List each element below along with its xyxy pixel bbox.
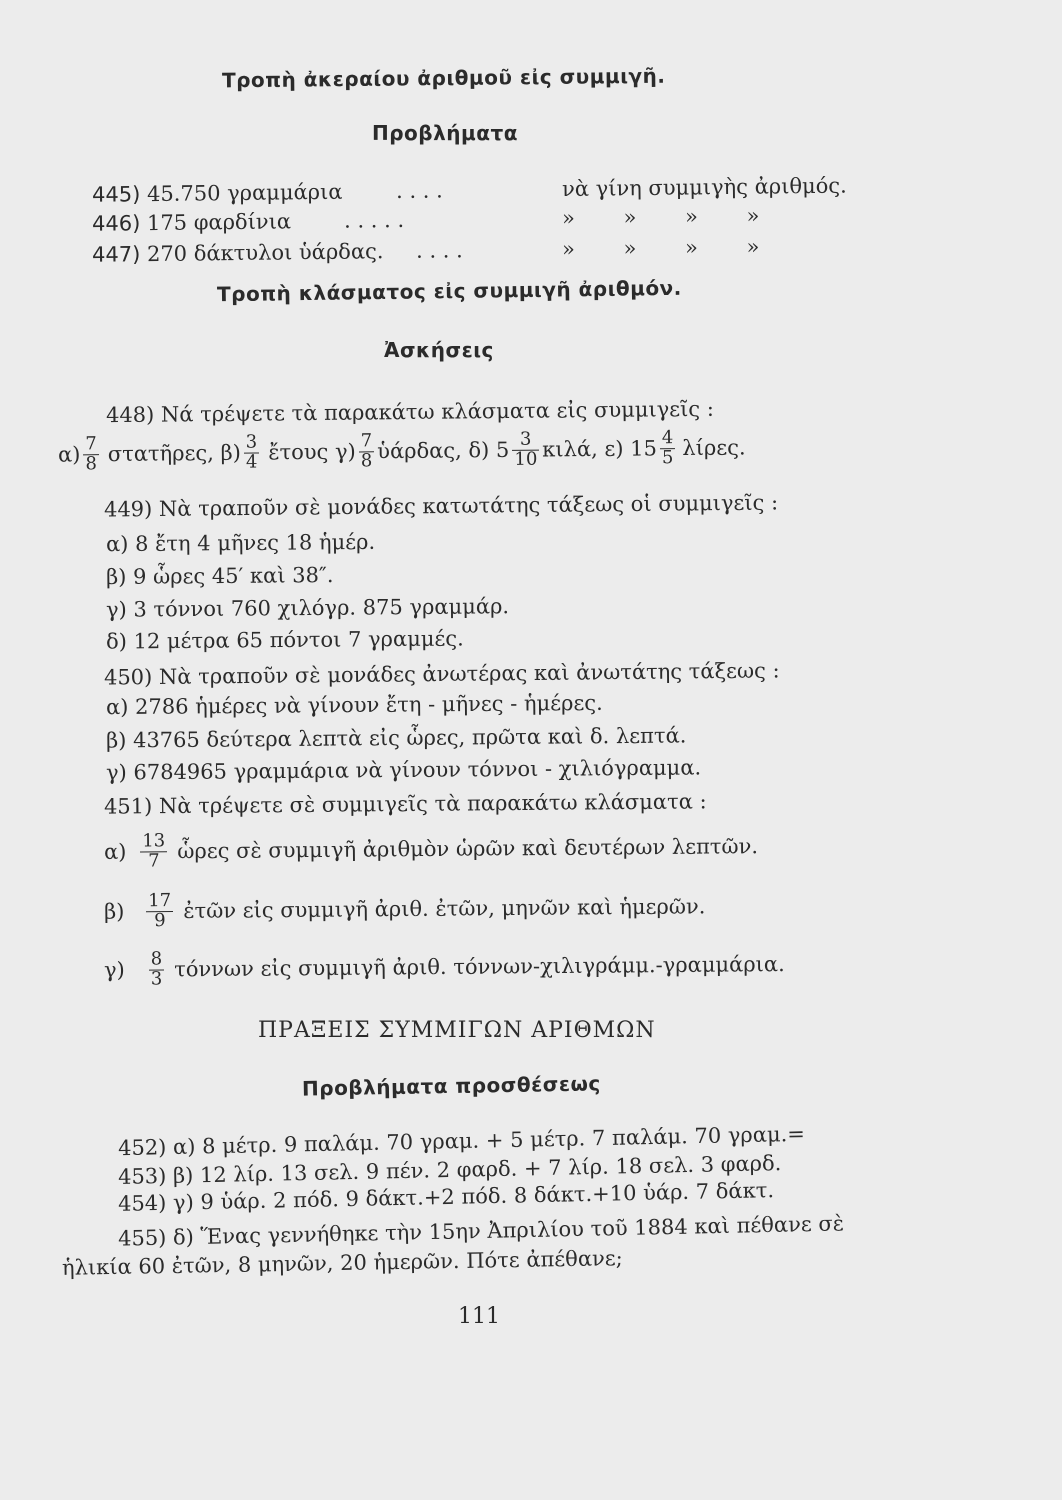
leader-dots: . . . . — [415, 238, 463, 263]
page-number: 111 — [458, 1304, 500, 1329]
problem-455: 455) δ) Ἕνας γεννήθηκε τὴν 15ην Ἀπριλίου τοῦ 1884 καὶ πέθανε σὲ — [117, 1211, 845, 1251]
numerator: 3 — [244, 433, 260, 453]
denominator: 3 — [150, 968, 163, 990]
unit-text: στατῆρες, β) — [107, 441, 241, 467]
section-subtitle-problems: Προβλήματα — [372, 121, 518, 145]
problem-446 — [92, 202, 872, 236]
fraction — [146, 892, 173, 931]
problem-453: 453) β) 12 λίρ. 13 σελ. 9 πέν. 2 φαρδ. + 7 λίρ. 18 σελ. 3 φαρδ. — [117, 1151, 782, 1189]
exercise-451-c — [104, 945, 785, 990]
section-title-operations: ΠΡΑΞΕΙΣ ΣΥΜΜΙΓΩΝ ΑΡΙΘΜΩΝ — [258, 1018, 656, 1043]
exercise-450-b: β) 43765 δεύτερα λεπτὰ εἰς ὧρες, πρῶτα καὶ δ. λεπτά. — [105, 723, 687, 753]
problem-number: 446) — [91, 211, 141, 236]
item-label: α) — [103, 840, 127, 865]
exercise-450-c: γ) 6784965 γραμμάρια νὰ γίνουν τόννοι - χιλιόγραμμα. — [105, 755, 702, 785]
fraction — [512, 428, 539, 470]
item-text: ἐτῶν εἰς συμμιγῆ ἀριθ. ἐτῶν, μηνῶν καὶ ἡμερῶν. — [183, 894, 706, 924]
fraction — [660, 429, 676, 468]
problem-result: νὰ γίνη συμμιγὴς ἀριθμός. — [561, 173, 847, 202]
exercise-449-b: β) 9 ὧρες 45′ καὶ 38″. — [105, 563, 334, 589]
fraction — [244, 433, 260, 472]
ditto-marks: » » » » — [561, 203, 760, 231]
denominator: 8 — [360, 450, 373, 472]
section-subtitle-addition-problems: Προβλήματα προσθέσεως — [301, 1071, 601, 1101]
item-label: α) — [57, 442, 81, 467]
item-text: ὧρες σὲ συμμιγῆ ἀριθμὸν ὡρῶν καὶ δευτέρων λεπτῶν. — [177, 834, 759, 864]
problem-447 — [92, 233, 872, 267]
problem-text: 45.750 γραμμάρια — [146, 179, 343, 207]
numerator: 8 — [149, 950, 165, 970]
exercise-449-intro: 449) Νὰ τραποῦν σὲ μονάδες κατωτάτης τάξεως οἱ συμμιγεῖς : — [103, 490, 779, 522]
problem-455-continued: ἡλικία 60 ἐτῶν, 8 μηνῶν, 20 ἡμερῶν. Πότε ἀπέθανε; — [61, 1246, 623, 1280]
exercise-449-c: γ) 3 τόννοι 760 χιλόγρ. 875 γραμμάρ. — [105, 594, 510, 622]
unit-text: ἔτους γ) — [268, 439, 356, 465]
numerator: 7 — [83, 435, 99, 455]
fraction — [140, 832, 167, 871]
item-label: β) — [103, 899, 125, 925]
fraction — [83, 435, 99, 474]
problem-454: 454) γ) 9 ὑάρ. 2 πόδ. 9 δάκτ.+2 πόδ. 8 δάκτ.+10 ὑάρ. 7 δάκτ. — [117, 1178, 775, 1216]
problem-number: 447) — [91, 242, 141, 267]
ditto-marks: » » » » — [561, 234, 760, 262]
numerator: 17 — [146, 892, 173, 912]
denominator: 5 — [661, 447, 674, 469]
leader-dots: . . . . — [395, 178, 443, 204]
exercise-451-a — [104, 827, 758, 871]
problem-number: 445) — [91, 182, 141, 207]
fraction — [359, 432, 375, 471]
exercise-451-b — [104, 887, 706, 931]
denominator: 8 — [85, 453, 98, 475]
unit-text: λίρες. — [682, 435, 746, 461]
numerator: 4 — [660, 429, 676, 449]
numerator: 3 — [512, 431, 539, 451]
denominator: 4 — [245, 451, 258, 473]
exercise-448-intro: 448) Νά τρέψετε τὰ παρακάτω κλάσματα εἰς συμμιγεῖς : — [105, 396, 714, 428]
unit-text: κιλά, ε) 15 — [542, 436, 658, 462]
section-subtitle-exercises: Ἀσκήσεις — [384, 338, 494, 362]
exercise-449-d: δ) 12 μέτρα 65 πόντοι 7 γραμμές. — [105, 626, 464, 654]
leader-dots: . . . . . — [343, 207, 405, 233]
problem-452: 452) α) 8 μέτρ. 9 παλάμ. 70 γραμ. + 5 μέτρ. 7 παλάμ. 70 γραμ.= — [117, 1121, 806, 1161]
unit-text: ὑάρδας, δ) 5 — [377, 438, 510, 464]
numerator: 13 — [140, 832, 167, 852]
exercise-450-a: α) 2786 ἡμέρες νὰ γίνουν ἔτη - μῆνες - ἡμέρες. — [105, 690, 603, 720]
problem-445 — [92, 173, 872, 207]
exercise-451-intro: 451) Νὰ τρέψετε σὲ συμμιγεῖς τὰ παρακάτω κλάσματα : — [103, 789, 707, 819]
problem-text: 175 φαρδίνια — [146, 209, 292, 236]
section-title-integer-to-mixed: Τροπὴ ἀκεραίου ἀριθμοῦ εἰς συμμιγῆ. — [221, 63, 666, 93]
numerator: 7 — [359, 432, 375, 452]
exercise-448-fractions — [58, 428, 746, 474]
exercise-449-a: α) 8 ἔτη 4 μῆνες 18 ἡμέρ. — [105, 529, 376, 557]
item-label: γ) — [103, 958, 125, 983]
section-title-fraction-to-mixed: Τροπὴ κλάσματος εἰς συμμιγῆ ἀριθμόν. — [216, 275, 682, 307]
item-text: τόννων εἰς συμμιγῆ ἀριθ. τόννων-χιλιγράμμ.-γραμμάρια. — [174, 952, 785, 982]
denominator: 10 — [514, 448, 538, 470]
fraction — [149, 950, 165, 989]
denominator: 7 — [148, 850, 160, 872]
problem-text: 270 δάκτυλοι ὑάρδας. — [146, 239, 384, 267]
denominator: 9 — [154, 909, 166, 932]
exercise-450-intro: 450) Νὰ τραποῦν σὲ μονάδες ἀνωτέρας καὶ ἀνωτάτης τάξεως : — [103, 658, 780, 690]
